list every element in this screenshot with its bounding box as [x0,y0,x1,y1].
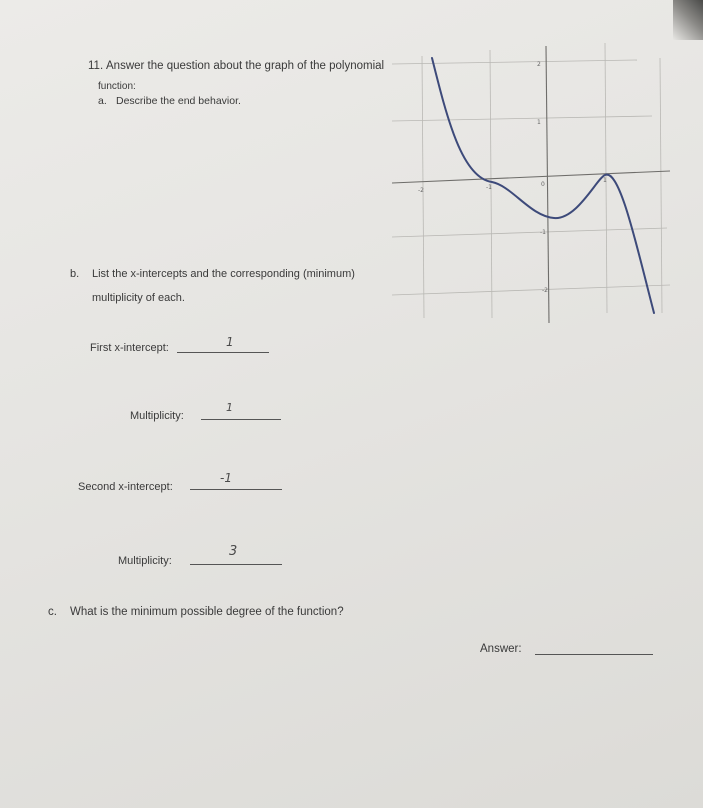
x-tick-m1: -1 [486,184,492,191]
second-intercept-field[interactable] [190,475,282,490]
x-tick-1: 1 [603,177,607,184]
part-a-text: Describe the end behavior. [116,95,241,107]
second-intercept-value: -1 [220,471,232,485]
multiplicity2-label: Multiplicity: [118,555,172,567]
answer-field[interactable] [535,640,653,655]
question-prompt: Answer the question about the graph of the polynomial [106,60,385,72]
multiplicity1-value: 1 [226,401,233,414]
graph-grid [392,43,670,318]
graph-axes [392,46,670,323]
grid-line-ym1 [392,228,667,237]
part-c-letter: c. [48,606,57,618]
part-b-text-cont: multiplicity of each. [92,292,185,304]
part-a-letter: a. [98,95,107,107]
part-c-text: What is the minimum possible degree of the function? [70,606,344,618]
multiplicity2-value: 3 [229,544,238,559]
question-prompt-cont: function: [98,81,136,92]
x-axis [392,171,670,183]
multiplicity1-field[interactable] [201,405,281,420]
answer-label: Answer: [480,643,522,655]
y-axis [546,46,549,323]
x-tick-0: 0 [541,181,545,188]
multiplicity1-label: Multiplicity: [130,410,184,422]
y-tick-1: 1 [537,119,541,126]
part-b-text: List the x-intercepts and the corresponding (minimum) [92,268,355,280]
grid-line-y2 [392,60,637,64]
first-intercept-value: 1 [226,335,234,349]
first-intercept-field[interactable] [177,338,269,353]
y-tick-m1: -1 [540,229,546,236]
first-intercept-label: First x-intercept: [90,342,169,354]
y-tick-2: 2 [537,61,541,68]
y-tick-m2: -2 [542,287,548,294]
grid-line-ym2 [392,285,670,295]
question-number: 11. [88,60,104,72]
second-intercept-label: Second x-intercept: [78,481,173,493]
grid-line-x2 [660,58,662,313]
page-shadow [673,0,703,40]
grid-line-y1 [392,116,652,121]
polynomial-graph [392,38,672,323]
x-tick-m2: -2 [418,187,424,194]
part-b-letter: b. [70,268,80,280]
